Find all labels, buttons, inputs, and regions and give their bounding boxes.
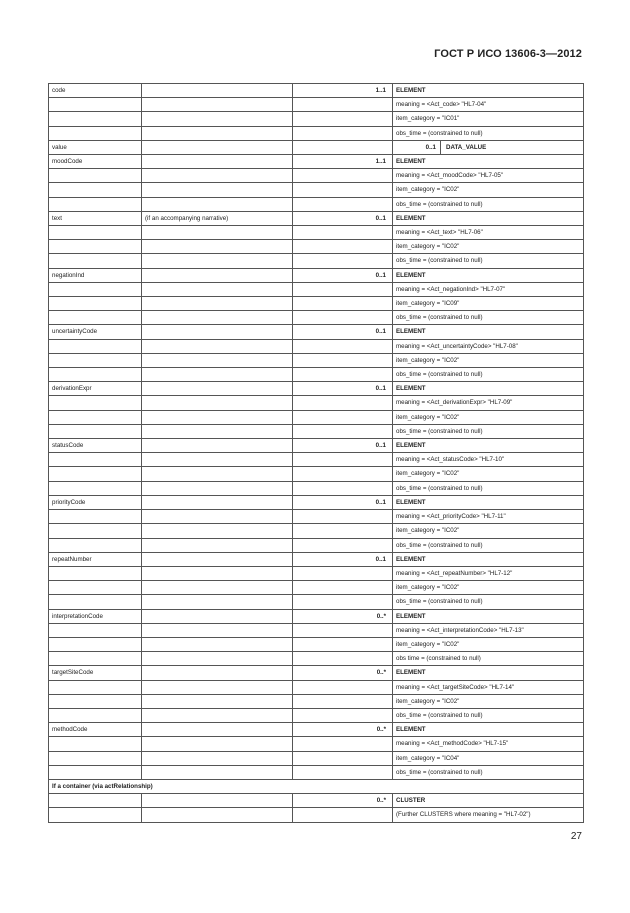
item-name [49,708,142,722]
element-attribute: item_category = "IC02" [393,240,584,254]
item-condition [142,708,293,722]
cardinality [293,126,393,140]
cardinality [293,339,393,353]
item-name: uncertaintyCode [49,325,142,339]
element-attribute: item_category = "IC02" [393,410,584,424]
element-attribute: item_category = "IC02" [393,524,584,538]
item-name [49,297,142,311]
item-name [49,368,142,382]
element-type: ELEMENT [393,268,584,282]
item-name [49,183,142,197]
item-condition [142,240,293,254]
item-condition [142,297,293,311]
cardinality [293,112,393,126]
item-condition [142,595,293,609]
item-condition [142,751,293,765]
item-name [49,481,142,495]
table-row [49,751,584,765]
element-attribute: meaning = <Act_negationInd> "HL7-07" [393,282,584,296]
item-name [49,737,142,751]
item-name [49,282,142,296]
table-row [49,595,584,609]
value-cell [393,140,584,154]
cardinality [293,652,393,666]
table-row [49,155,584,169]
element-attribute: obs_time = (constrained to null) [393,424,584,438]
element-attribute: item_category = "IC02" [393,637,584,651]
cardinality [293,737,393,751]
item-condition [142,98,293,112]
item-condition [142,723,293,737]
element-type: ELEMENT [393,495,584,509]
element-attribute: item_category = "IC01" [393,112,584,126]
cardinality: 0..* [293,609,393,623]
table-row [49,652,584,666]
item-condition [142,169,293,183]
item-condition [142,467,293,481]
item-name [49,637,142,651]
element-attribute: obs time = (constrained to null) [393,652,584,666]
cardinality [293,297,393,311]
cardinality: 1..1 [293,84,393,98]
table-row [49,453,584,467]
item-name [49,765,142,779]
item-name: code [49,84,142,98]
table-row [49,680,584,694]
table-row [49,765,584,779]
cardinality [293,708,393,722]
table-row [49,197,584,211]
item-condition [142,353,293,367]
item-condition [142,453,293,467]
item-condition [142,538,293,552]
cardinality [293,240,393,254]
item-name [49,538,142,552]
item-condition [142,808,293,822]
table-row [49,808,584,822]
item-name: negationInd [49,268,142,282]
item-condition [142,126,293,140]
item-name [49,240,142,254]
cardinality [293,595,393,609]
element-attribute: item_category = "IC02" [393,353,584,367]
element-attribute: obs_time = (constrained to null) [393,197,584,211]
element-attribute: item_category = "IC02" [393,467,584,481]
cardinality: 0..1 [293,382,393,396]
cardinality [293,169,393,183]
table-row [49,694,584,708]
table-row [49,282,584,296]
element-attribute: meaning = <Act_targetSiteCode> "HL7-14" [393,680,584,694]
table-row [49,410,584,424]
page-header: ГОСТ Р ИСО 13606-3—2012 [434,48,582,60]
element-type: ELEMENT [393,155,584,169]
cardinality [293,353,393,367]
cardinality [293,282,393,296]
item-name [49,680,142,694]
item-condition [142,226,293,240]
element-attribute: meaning = <Act_uncertaintyCode> "HL7-08" [393,339,584,353]
item-name [49,311,142,325]
table-row [49,339,584,353]
item-condition [142,396,293,410]
item-condition [142,197,293,211]
cardinality: 0..* [293,666,393,680]
item-name [49,510,142,524]
element-type: ELEMENT [393,211,584,225]
table-row [49,126,584,140]
element-attribute: obs_time = (constrained to null) [393,368,584,382]
cardinality [293,396,393,410]
cardinality [293,197,393,211]
cardinality [293,467,393,481]
item-condition [142,382,293,396]
cardinality: 0..1 [293,495,393,509]
cardinality: 0..1 [293,325,393,339]
item-condition [142,439,293,453]
table-row [49,396,584,410]
table-row [49,609,584,623]
cardinality [293,566,393,580]
item-name: moodCode [49,155,142,169]
table-row [49,169,584,183]
value-type: DATA_VALUE [440,141,486,154]
cardinality [293,424,393,438]
element-attribute: item_category = "IC02" [393,694,584,708]
table-row [49,297,584,311]
cardinality [293,680,393,694]
table-row [49,211,584,225]
cardinality: 0..1 [293,268,393,282]
page-number: 27 [570,831,582,842]
element-attribute: meaning = <Act_statusCode> "HL7-10" [393,453,584,467]
item-condition [142,325,293,339]
table-row [49,666,584,680]
item-name [49,794,142,808]
table-row [49,140,584,154]
item-name [49,126,142,140]
table-row [49,254,584,268]
item-condition [142,495,293,509]
table-row [49,268,584,282]
item-condition [142,481,293,495]
item-name [49,581,142,595]
item-condition [142,680,293,694]
element-type: ELEMENT [393,382,584,396]
item-condition [142,737,293,751]
element-attribute: (Further CLUSTERS where meaning = "HL7-02") [393,808,584,822]
cardinality [293,510,393,524]
item-condition [142,623,293,637]
item-condition [142,140,293,154]
element-attribute: meaning = <Act_moodCode> "HL7-05" [393,169,584,183]
cardinality [293,368,393,382]
item-condition [142,609,293,623]
item-name [49,226,142,240]
item-name: value [49,140,142,154]
item-name [49,396,142,410]
item-name [49,169,142,183]
item-name [49,410,142,424]
item-condition [142,637,293,651]
element-attribute: meaning = <Act_code> "HL7-04" [393,98,584,112]
element-attribute: obs_time = (constrained to null) [393,538,584,552]
element-type: ELEMENT [393,84,584,98]
item-name: interpretationCode [49,609,142,623]
cardinality [293,765,393,779]
item-name [49,254,142,268]
element-attribute: meaning = <Act_text> "HL7-06" [393,226,584,240]
item-name [49,694,142,708]
cardinality [293,538,393,552]
table-row [49,566,584,580]
table-row [49,353,584,367]
item-condition [142,524,293,538]
item-name [49,595,142,609]
element-attribute: item_category = "IC04" [393,751,584,765]
item-condition [142,510,293,524]
table-row [49,112,584,126]
cardinality [293,410,393,424]
item-condition [142,155,293,169]
item-condition [142,112,293,126]
cardinality: 0..* [293,723,393,737]
cardinality [293,183,393,197]
element-attribute: meaning = <Act_priorityCode> "HL7-11" [393,510,584,524]
value-cardinality: 0..1 [425,143,436,151]
table-row [49,495,584,509]
item-condition [142,254,293,268]
element-attribute: item_category = "IC09" [393,297,584,311]
item-condition [142,424,293,438]
item-condition [142,410,293,424]
table-row [49,637,584,651]
table-row [49,723,584,737]
table-row [49,368,584,382]
item-name [49,424,142,438]
cardinality [293,481,393,495]
item-name: statusCode [49,439,142,453]
mapping-table [48,83,584,823]
item-condition: (if an accompanying narrative) [142,211,293,225]
table-row [49,538,584,552]
item-name: targetSiteCode [49,666,142,680]
cardinality: 0..1 [293,552,393,566]
table-row [49,382,584,396]
item-name [49,453,142,467]
element-attribute: obs_time = (constrained to null) [393,481,584,495]
table-row [49,510,584,524]
cardinality [293,453,393,467]
element-attribute: meaning = <Act_methodCode> "HL7-15" [393,737,584,751]
item-condition [142,552,293,566]
table-body [49,84,584,823]
item-name [49,98,142,112]
cardinality [293,98,393,112]
item-condition [142,652,293,666]
item-name [49,808,142,822]
table-row [49,226,584,240]
item-name [49,524,142,538]
item-name [49,566,142,580]
element-type: ELEMENT [393,723,584,737]
item-condition [142,765,293,779]
table-row [49,424,584,438]
item-name [49,197,142,211]
item-condition [142,566,293,580]
item-condition [142,311,293,325]
cardinality [293,140,393,154]
item-name: repeatNumber [49,552,142,566]
cardinality [293,637,393,651]
element-type: ELEMENT [393,666,584,680]
item-name [49,751,142,765]
cardinality [293,524,393,538]
cardinality [293,254,393,268]
cardinality [293,226,393,240]
item-condition [142,368,293,382]
table-row [49,481,584,495]
table-row [49,183,584,197]
table-row [49,467,584,481]
table-row [49,524,584,538]
element-type: ELEMENT [393,325,584,339]
table-row [49,325,584,339]
table-row [49,708,584,722]
cardinality: 0..1 [293,439,393,453]
item-name: text [49,211,142,225]
cardinality [293,581,393,595]
item-condition [142,84,293,98]
element-type: ELEMENT [393,552,584,566]
item-name: derivationExpr [49,382,142,396]
table-row [49,581,584,595]
item-name [49,339,142,353]
item-name [49,652,142,666]
element-attribute: obs_time = (constrained to null) [393,311,584,325]
table-row [49,737,584,751]
element-attribute: meaning = <Act_repeatNumber> "HL7-12" [393,566,584,580]
table-row [49,439,584,453]
cardinality: 0..1 [293,211,393,225]
element-attribute: meaning = <Act_interpretationCode> "HL7-13" [393,623,584,637]
table-row [49,84,584,98]
item-condition [142,183,293,197]
element-attribute: obs_time = (constrained to null) [393,595,584,609]
table-row [49,552,584,566]
table-row [49,623,584,637]
item-condition [142,339,293,353]
element-attribute: item_category = "IC02" [393,183,584,197]
element-attribute: obs_time = (constrained to null) [393,708,584,722]
element-type: CLUSTER [393,794,584,808]
cardinality: 1..1 [293,155,393,169]
item-condition [142,794,293,808]
item-condition [142,282,293,296]
item-condition [142,666,293,680]
item-condition [142,268,293,282]
element-type: ELEMENT [393,609,584,623]
element-attribute: obs_time = (constrained to null) [393,254,584,268]
table-row [49,240,584,254]
table-row [49,779,584,793]
item-name [49,112,142,126]
element-attribute: obs_time = (constrained to null) [393,126,584,140]
section-label: If a container (via actRelationship) [49,779,584,793]
item-condition [142,581,293,595]
table-row [49,98,584,112]
cardinality: 0..* [293,794,393,808]
item-name [49,623,142,637]
element-attribute: meaning = <Act_derivationExpr> "HL7-09" [393,396,584,410]
element-attribute: item_category = "IC02" [393,581,584,595]
item-condition [142,694,293,708]
item-name [49,467,142,481]
cardinality [293,751,393,765]
cardinality [293,808,393,822]
item-name [49,353,142,367]
element-type: ELEMENT [393,439,584,453]
element-attribute: obs_time = (constrained to null) [393,765,584,779]
cardinality [293,311,393,325]
item-name: methodCode [49,723,142,737]
cardinality [293,694,393,708]
cardinality [293,623,393,637]
table-row [49,311,584,325]
table-row [49,794,584,808]
item-name: priorityCode [49,495,142,509]
